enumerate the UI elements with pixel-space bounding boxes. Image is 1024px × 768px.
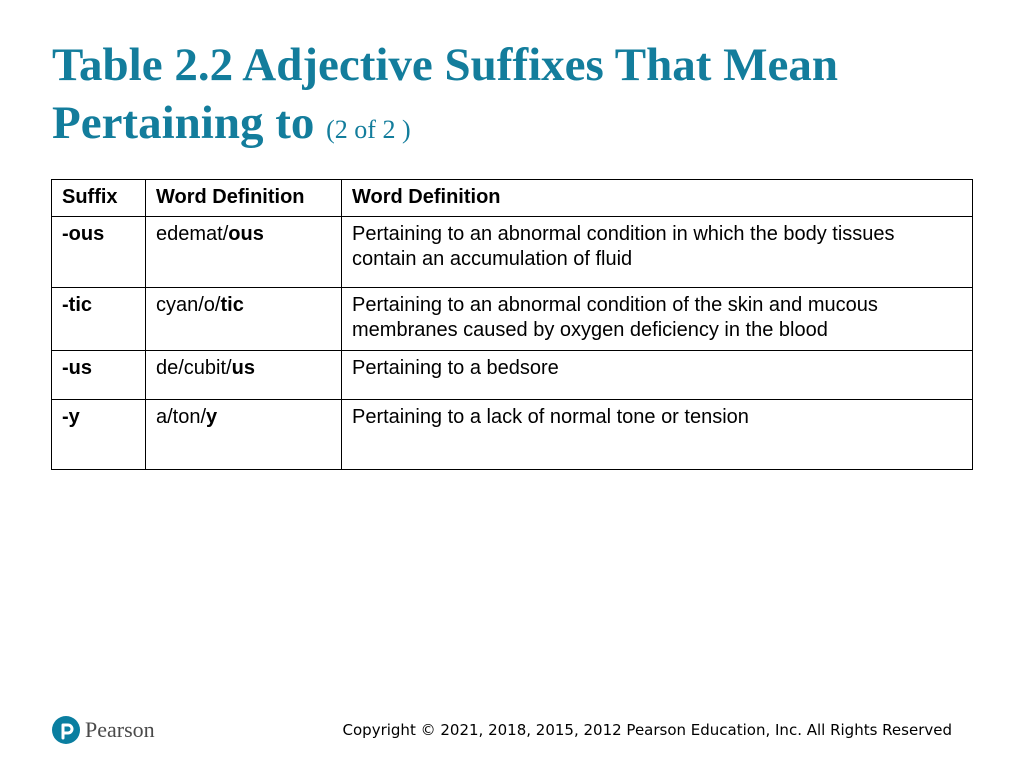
word-suffix: us (231, 357, 255, 379)
pearson-logo (52, 714, 155, 746)
header-word: Word Definition (146, 180, 342, 217)
table-row (52, 351, 973, 400)
table-row (52, 400, 973, 470)
suffix-cell: -tic (52, 288, 146, 351)
word-suffix: ous (228, 223, 264, 245)
title-main: Table 2.2 Adjective Suffixes That Mean Pertaining to (52, 39, 838, 149)
word-prefix: cyan/o/ (156, 294, 221, 316)
suffix-cell: -ous (52, 217, 146, 288)
logo-text: Pearson (85, 717, 155, 742)
table-row (52, 288, 973, 351)
word-prefix: a/ton/ (156, 406, 207, 428)
table-header-row (52, 180, 973, 217)
table-row (52, 217, 973, 288)
pearson-p-icon (52, 716, 80, 744)
word-prefix: edemat/ (156, 223, 229, 245)
header-definition: Word Definition (342, 180, 973, 217)
title-subtitle: (2 of 2 ) (326, 115, 411, 144)
word-cell (146, 400, 342, 470)
word-cell (146, 351, 342, 400)
word-cell (146, 217, 342, 288)
word-suffix: tic (220, 294, 244, 316)
definition-cell: Pertaining to an abnormal condition of the skin and mucous membranes caused by oxygen deficiency in the blood (342, 288, 973, 351)
suffix-table (51, 179, 973, 470)
header-suffix: Suffix (52, 180, 146, 217)
definition-cell: Pertaining to a bedsore (342, 351, 973, 400)
word-cell (146, 288, 342, 351)
definition-cell: Pertaining to an abnormal condition in which the body tissues contain an accumulation of fluid (342, 217, 973, 288)
page-title (52, 36, 952, 159)
word-suffix: y (206, 406, 218, 428)
copyright-notice: Copyright © 2021, 2018, 2015, 2012 Pearson Education, Inc. All Rights Reserved (342, 721, 952, 739)
suffix-cell: -us (52, 351, 146, 400)
word-prefix: de/cubit/ (156, 357, 232, 379)
definition-cell: Pertaining to a lack of normal tone or tension (342, 400, 973, 470)
suffix-cell: -y (52, 400, 146, 470)
